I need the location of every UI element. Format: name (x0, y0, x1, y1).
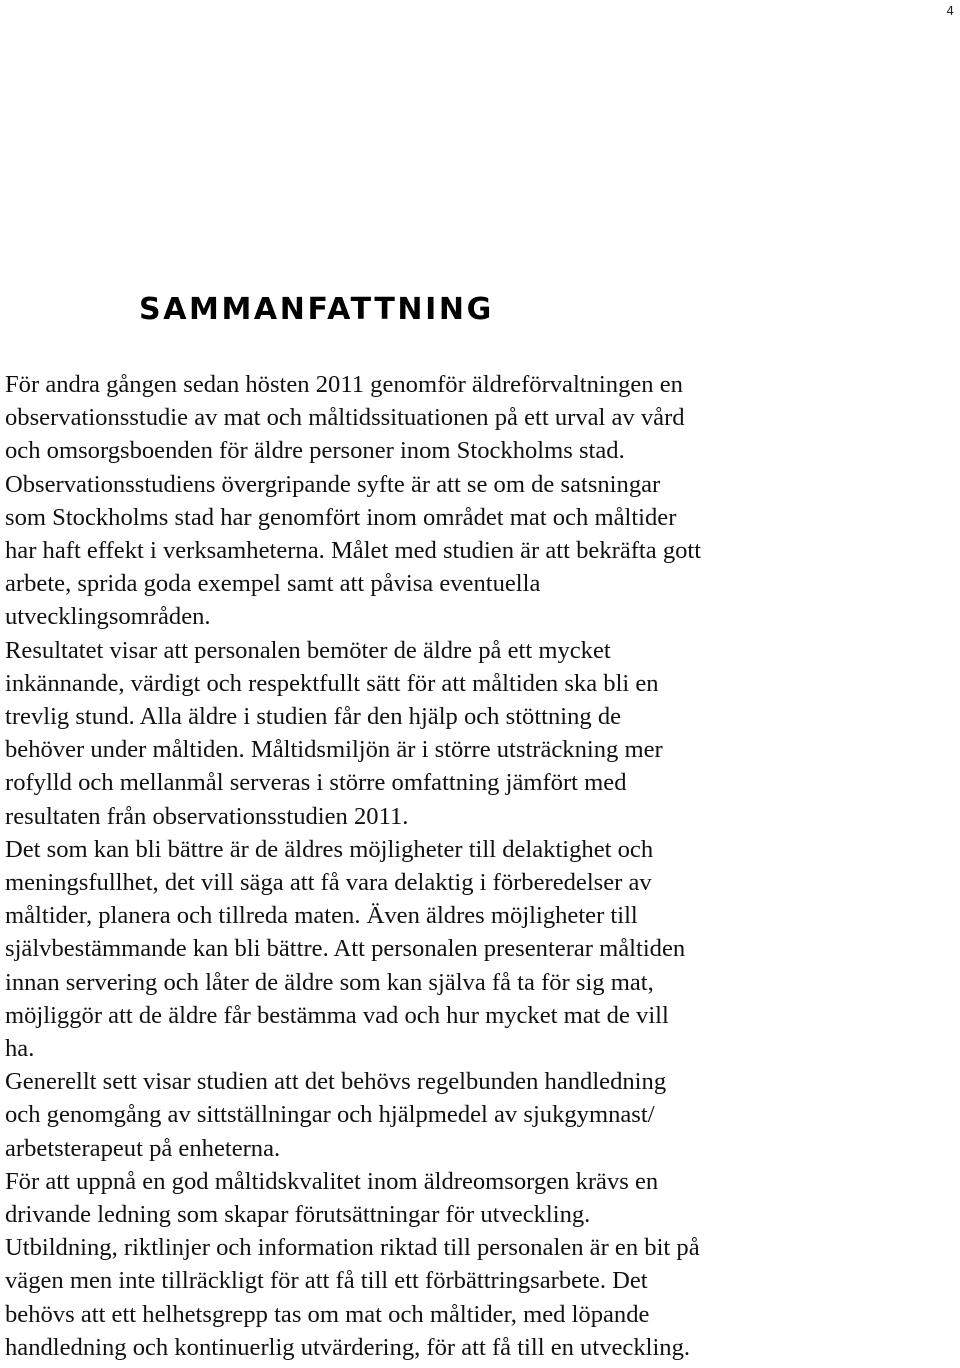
text-line: och genomgång av sittställningar och hjälpmedel av sjukgymnast/ (5, 1101, 655, 1129)
text-line: Det som kan bli bättre är de äldres möjligheter till delaktighet och (5, 835, 654, 863)
text-line: resultaten från observationsstudien 2011. (5, 802, 409, 830)
text-line: arbetsterapeut på enheterna. (5, 1134, 281, 1162)
text-line: observationsstudie av mat och måltidssituationen på ett urval av vård (5, 404, 685, 432)
text-line: Resultatet visar att personalen bemöter de äldre på ett mycket (5, 636, 611, 664)
text-line: vägen men inte tillräckligt för att få till ett förbättringsarbete. Det (5, 1267, 648, 1295)
text-line: möjliggör att de äldre får bestämma vad och hur mycket mat de vill (5, 1001, 669, 1029)
text-line: måltider, planera och tillreda maten. Även äldres möjligheter till (5, 902, 638, 930)
text-line: drivande ledning som skapar förutsättningar för utveckling. (5, 1201, 591, 1229)
text-line: innan servering och låter de äldre som kan själva få ta för sig mat, (5, 968, 654, 996)
text-line: självbestämmande kan bli bättre. Att personalen presenterar måltiden (5, 935, 686, 963)
text-line: För andra gången sedan hösten 2011 genomför äldreförvaltningen en (5, 371, 683, 398)
text-line: handledning och kontinuerlig utvärdering, för att få till en utveckling. (5, 1333, 691, 1361)
text-line: har haft effekt i verksamheterna. Målet med studien är att bekräfta gott (5, 537, 702, 565)
section-heading: SAMMANFATTNING (139, 292, 494, 327)
text-line: rofylld och mellanmål serveras i större omfattning jämfört med (5, 769, 627, 797)
text-line: Utbildning, riktlinjer och information riktad till personalen är en bit på (5, 1234, 700, 1262)
page-number: 4 (946, 4, 954, 18)
text-line: inkännande, värdigt och respektfullt sätt för att måltiden ska bli en (5, 669, 659, 697)
text-line: arbete, sprida goda exempel samt att påvisa eventuella (5, 570, 541, 598)
text-line: behöver under måltiden. Måltidsmiljön är i större utsträckning mer (5, 736, 663, 764)
summary-text (5, 368, 835, 1364)
text-line: utvecklingsområden. (5, 603, 211, 631)
text-line: För att uppnå en god måltidskvalitet inom äldreomsorgen krävs en (5, 1167, 659, 1195)
text-line: meningsfullhet, det vill säga att få vara delaktig i förberedelser av (5, 869, 652, 897)
text-line: Generellt sett visar studien att det behövs regelbunden handledning (5, 1068, 667, 1096)
text-line: och omsorgsboenden för äldre personer inom Stockholms stad. (5, 437, 625, 465)
text-line: som Stockholms stad har genomfört inom området mat och måltider (5, 503, 677, 531)
text-line: Observationsstudiens övergripande syfte är att se om de satsningar (5, 470, 661, 498)
text-line: trevlig stund. Alla äldre i studien får den hjälp och stöttning de (5, 703, 622, 731)
text-line: behövs att ett helhetsgrepp tas om mat och måltider, med löpande (5, 1300, 650, 1328)
text-line: ha. (5, 1035, 35, 1063)
